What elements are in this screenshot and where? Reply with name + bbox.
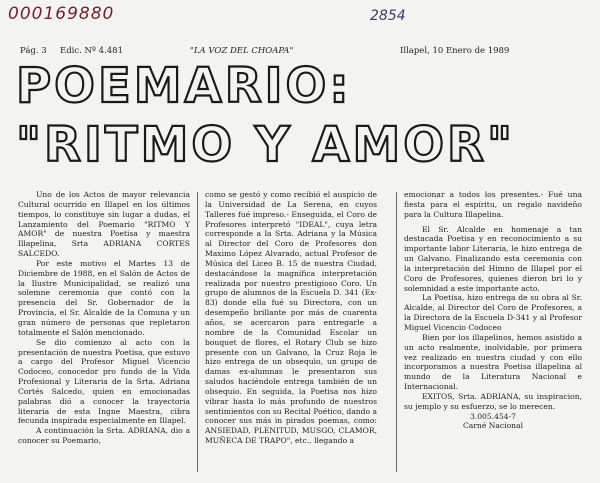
id-number: 3.005.454-7 (469, 411, 517, 421)
headline-line-2: "RITMO Y AMOR" (16, 117, 516, 173)
article-column-1 (18, 190, 190, 446)
issue-date: Illapel, 10 Enero de 1989 (400, 46, 510, 56)
article-column-3 (404, 190, 582, 431)
page-number: Pág. 3 (20, 46, 47, 56)
paragraph: La Poetisa, hizo entrega de su obra al Sr. Alcalde, al Director del Coro de Profesores, a la Directora de la Escuela D-341 y al Profesor Miguel Vicencio Codoceo (404, 293, 582, 332)
article-column-2 (205, 190, 377, 446)
paragraph: EXITOS, Srta. ADRIANA, su inspiracion, su jemplo y su esfuerzo, se lo merecen. (404, 391, 582, 411)
id-label: Carné Nacional (462, 421, 524, 431)
paragraph: Bien por los illapelinos, hemos asistido a un acto realmente, inolvidable, por primera vez realizado en nuestra ciudad y con ello incorporamos a nuestra Poetisa illapelina al mundo de la Literatura Nacional e Internacional. (404, 332, 582, 392)
paragraph: A continuación la Srta. ADRIANA, dio a conocer su Poemario, (18, 426, 190, 446)
column-divider (197, 192, 198, 472)
paragraph: emocionar a todos los presentes.- Fué una fiesta para el espíritu, un regalo navideño para la Cultura Illapelina. (404, 190, 582, 219)
headline-line-1: POEMARIO: (16, 58, 352, 114)
archive-number-handwritten: 2854 (370, 8, 406, 24)
archive-code-handwritten: 000169880 (8, 4, 115, 24)
paragraph: como se gestó y como recibió el auspicio de la Universidad de La Serena, en cuyos Talleres fué impreso.- Enseguida, el Coro de Profesores interpretó "IDEAL", cuya letra corresponde a la Srta. Adriana y la Música al Director del Coro de Profesores don Maximo López Alvarado, actual Profesor de Música del Liceo B. 15 de nuestra Ciudad, destacándose la magnífica interpretación realizada por nuestro prestigioso Coro. Un grupo de alumnos de la Escuela D. 341 (Ex-83) donde ella fué su Directora, con un desempeño brillante por más de cuarenta años, se acercaron para entregarle a nombre de la Comunidad Escolar un bouquet de flores, el Rotary Club se hizo presente con un Galvano, la Cruz Roja le hizo entrega de un obsequio, un grupo de damas ex-alumnas le presentaron sus saludos haciéndole entrega también de un obsequio. En seguida, la Poetisa nos hizo vibrar hasta lo más profundo de nuestros sentimientos con su Recital Poético, dando a conocer sus más in pirados poemas, como: ANSIEDAD, PLENITUD, MUSGO, CLAMOR, MUÑECA DE TRAPO", etc., llegando a (205, 190, 378, 446)
paragraph: El Sr. Alcalde en homenaje a tan destacada Poetisa y en reconocimiento a su importante labor Literaria, le hizo entrega de un Galvano. Finalizando esta ceremonia con la interpretación del Himno de Illapel por el Coro de Profesores, quienes dieron bri lo y solemnidad a este importante acto. (404, 224, 582, 293)
paragraph: Por este motivo el Martes 13 de Diciembre de 1988, en el Salón de Actos de la Ilustre Municipalidad, se realizó una solemne ceremonia que contó con la presencia del Sr. Gobernador de la Provincia, el Sr. Alcalde de la Comuna y un gran número de personas que repletaron totalmente el Salón mencionado. (18, 258, 190, 337)
column-divider (396, 192, 397, 472)
edition-number: Edic. Nº 4.481 (60, 46, 123, 56)
newspaper-name: "LA VOZ DEL CHOAPA" (190, 46, 294, 56)
paragraph: Se dio comienzo al acto con la presentación de nuestra Poetisa, que estuvo a cargo del Profesor Miguel Vicencio Codoceo, conocedor pro fundo de la Vida Profesional y Literaria de la Srta. Adriana Cortés Salcedo, quien en emocionadas palabras dió a conocer la trayectoria literaria de esta Ingne Maestra, cibra fecunda inspirada especialmente en Illapel. (18, 337, 190, 426)
paragraph: Uno de los Actos de mayor relevancia Cultural ocurrido en Illapel en los últimos tiempos, lo constituye sin lugar a dudas, el Lanzamiento del Poemario "RITMO Y AMOR" de nuestra Poetisa y maestra Illapelina, Srta ADRIANA CORTES SALCEDO. (18, 190, 190, 259)
